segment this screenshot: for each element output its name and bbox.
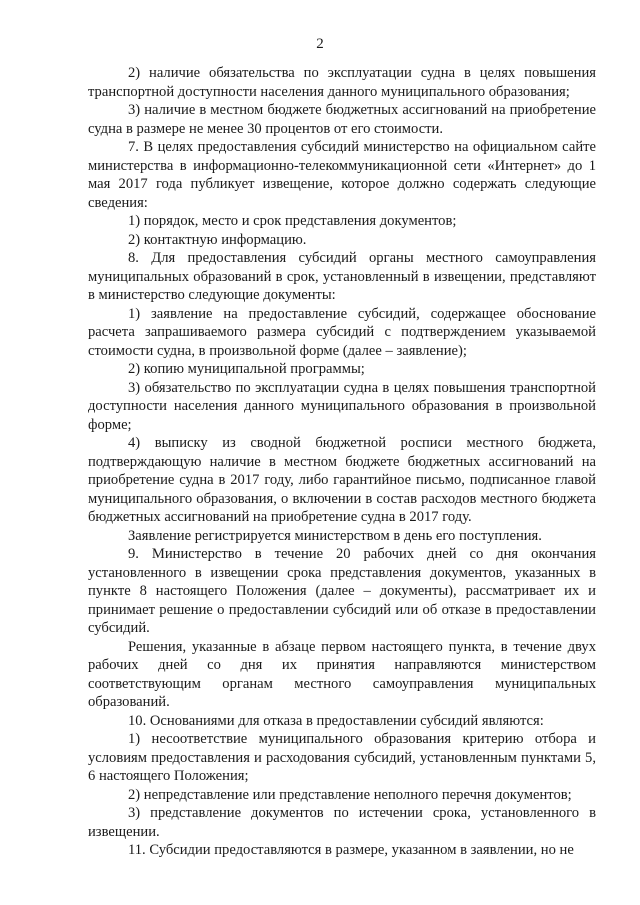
paragraph-clause-7-item-1: 1) порядок, место и срок представления документов; [128,213,457,229]
paragraph-registration: Заявление регистрируется министерством в день его поступления. [128,527,542,544]
paragraph-clause-9-decisions: Решения, указанные в абзаце первом настоящего пункта, в течение двух рабочих дней со дня их принятия направляются министерством соответствующим органам местного самоуправления муниципальных образований. [88,638,596,710]
document-body [88,64,596,860]
paragraph-clause-7-item-2: 2) контактную информацию. [128,231,307,248]
paragraph-clause-11: 11. Субсидии предоставляются в размере, указанном в заявлении, но не [128,842,574,858]
page-number: 2 [316,36,324,52]
paragraph-clause-8-item-4: 4) выписку из сводной бюджетной росписи местного бюджета, подтверждающую наличие в местном бюджете бюджетных ассигнований на приобретение судна в 2017 году, либо гарантийное письмо, подписанное главой муниципального образования, о включении в состав расходов местного бюджета бюджетных ассигнований на приобретение судна в 2017 году. [88,435,596,525]
paragraph-clause-10-item-3: 3) представление документов по истечении срока, установленного в извещении. [88,805,596,840]
paragraph-clause-8-item-2: 2) копию муниципальной программы; [128,361,365,377]
paragraph-item-2-obligation: 2) наличие обязательства по эксплуатации судна в целях повышения транспортной доступности населения данного муниципального образования; [88,65,596,100]
paragraph-clause-10-item-1: 1) несоответствие муниципального образования критерию отбора и условиям предоставления и расходования субсидий, установленным пунктами 5, 6 настоящего Положения; [88,731,596,784]
paragraph-clause-8-item-1: 1) заявление на предоставление субсидий, содержащее обоснование расчета запрашиваемого размера субсидий с подтверждением указываемой стоимости судна, в произвольной форме (далее – заявление); [88,305,596,359]
paragraph-clause-10: 10. Основаниями для отказа в предоставлении субсидий являются: [128,712,544,729]
paragraph-item-3-budget: 3) наличие в местном бюджете бюджетных ассигнований на приобретение судна в размере не менее 30 процентов от его стоимости. [88,102,596,137]
paragraph-clause-7: 7. В целях предоставления субсидий министерство на официальном сайте министерства в информационно-телекоммуникационной сети «Интернет» до 1 мая 2017 года публикует извещение, которое должно содержать следующие сведения: [88,139,596,211]
paragraph-clause-8-item-3: 3) обязательство по эксплуатации судна в целях повышения транспортной доступности населения данного муниципального образования в произвольной форме; [88,379,596,433]
paragraph-clause-10-item-2: 2) непредставление или представление неполного перечня документов; [128,786,572,803]
paragraph-clause-9: 9. Министерство в течение 20 рабочих дней со дня окончания установленного в извещении срока представления документов, указанных в пункте 8 настоящего Положения (далее – документы), рассматривает их и принимает решение о предоставлении субсидий или об отказе в предоставлении субсидий. [88,546,596,636]
paragraph-clause-8: 8. Для предоставления субсидий органы местного самоуправления муниципальных образований в срок, установленный в извещении, представляют в министерство следующие документы: [88,250,596,303]
